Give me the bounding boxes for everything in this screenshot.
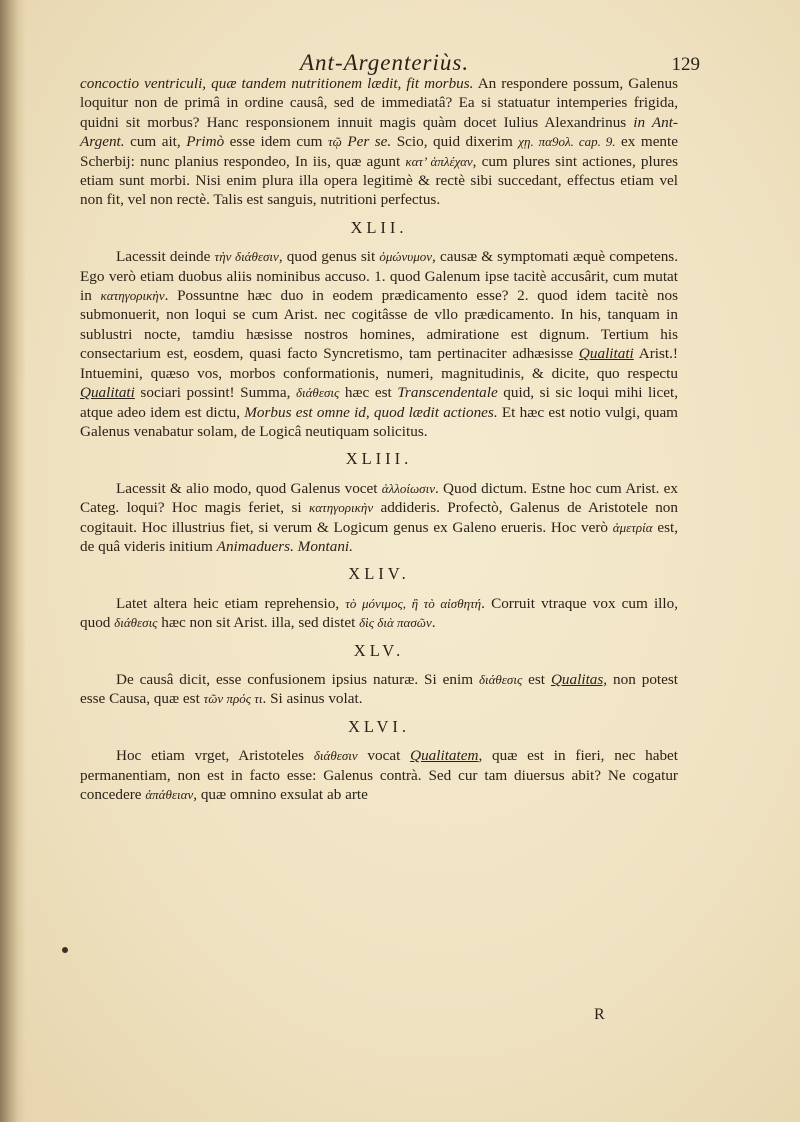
paragraph <box>80 594 678 633</box>
section-number: XLII. <box>350 217 408 237</box>
text-run: , causæ & symptomati æquè competens. Ego verò etiam duobus aliis nominibus accuso. 1. quod Galenum ipse tacitè accusârit, cum mutat in <box>80 248 679 305</box>
text-run: Animaduers. Montani. <box>216 537 353 555</box>
greek-term: τῷ <box>328 134 342 150</box>
paragraph <box>80 670 678 709</box>
greek-term: τὸ μόνιμος, ἢ τὸ αἰσθητή <box>345 595 482 611</box>
text-run: Arist.! Intuemini, quæso vos, morbos conformationis, numeri, magnitudinis, & dicite, quo respectu <box>80 345 678 382</box>
text-run: , quæ est in fieri, nec habet permanentiam, non est in facto esse: Galenus contrà. Sed cur tam diuersus abit? Ne cogatur concedere <box>80 747 679 803</box>
text-run: Hoc etiam vrget, Aristoteles <box>116 747 314 765</box>
text-run: Qualitati <box>578 345 634 363</box>
paragraph <box>80 479 678 557</box>
section-number: XLVI. <box>347 716 410 736</box>
text-run: Et hæc est notio vulgi, quam Galenus venabatur solam, de Logicâ neutiquam solicitus. <box>80 403 678 440</box>
section-number: XLIII. <box>345 449 413 469</box>
catchword: R <box>594 1006 605 1023</box>
greek-term: τῶν πρός τι <box>203 691 263 707</box>
greek-term: ἀλλοίωσιν <box>381 480 435 496</box>
text-run: addideris. Profectò, Galenus de Aristotele non cogitauit. Hoc illustrius fiet, si verum & Logicum genus ex Galeno erueris. Hoc verò <box>80 499 678 536</box>
greek-term: ὁμώνυμον <box>379 249 433 265</box>
text-run: cum ait, <box>124 133 187 151</box>
text-run: Lacessit deinde <box>116 248 215 266</box>
text-run: . Corruit vtraque vox cum illo, quod <box>80 594 679 632</box>
text-run: esse idem cum <box>224 133 328 151</box>
text-run: , quod genus sit <box>278 248 380 266</box>
text-run: sociari possint! Summa, <box>134 384 296 402</box>
text-run: hæc non sit Arist. illa, sed distet <box>157 614 360 632</box>
greek-term: ἀμετρία <box>612 519 653 535</box>
greek-term: κατηγορικὴν <box>308 500 374 516</box>
margin-dot <box>62 947 68 953</box>
text-run: Lacessit & alio modo, quod Galenus vocet <box>116 479 382 497</box>
text-run: est <box>522 670 551 688</box>
text-run: , quæ omnino exsulat ab arte <box>193 786 368 803</box>
text-run: vocat <box>357 747 411 765</box>
section-number: XLIV. <box>348 564 410 584</box>
text-run: Transcendentale <box>397 384 498 402</box>
greek-term: κατηγορικὴν <box>100 288 165 304</box>
greek-term: διάθεσιν <box>313 748 358 764</box>
greek-term: χῃ. πα9ολ. cap. 9. <box>518 134 616 150</box>
greek-term: ἀπάθειαν <box>145 787 194 802</box>
paragraph <box>80 247 678 441</box>
greek-term: κατ’ ἁπλέχαν <box>405 153 473 169</box>
text-run: , cum plures sint actiones, plures etiam sunt morbi. Nisi enim plura illa opera legitimè & rectè sibi succedant, effectus etiam vel non fit, vel non rectè. Talis est sanguis, nutritioni perfectus. <box>80 152 678 209</box>
body-text <box>80 74 678 804</box>
page-number: 129 <box>671 54 700 75</box>
section-number: XLV. <box>353 640 405 660</box>
text-run: ex mente Scherbij: nunc planius respondeo, In iis, quæ agunt <box>80 133 678 170</box>
greek-term: διάθεσις <box>114 615 158 631</box>
text-run: hæc est <box>339 384 398 402</box>
text-run: . Possuntne hæc duo in eodem prædicamento esse? 2. quod idem tacitè nos submonuerit, non loqui se cum Arist. nec cogitâsse de vllo prædicamento. In his, tanquam in sublustri nocte, tamdiu hæsisse nostros homines, admiratione est dignum. Tertium his consectarium est, eosdem, quasi facto Syncretismo, tam pertinaciter adhæsisse <box>80 287 678 363</box>
text-run: Per se. <box>341 133 392 151</box>
text-run: Qualitas, <box>550 670 608 688</box>
text-run: . Si asinus volat. <box>262 690 363 708</box>
text-run: Scio, quid dixerim <box>391 133 519 151</box>
page-gutter <box>0 0 26 1122</box>
text-run: quid, si sic loqui mihi licet, atque adeo idem est dictu, <box>80 384 678 421</box>
text-run: est, de quâ videris initium <box>80 518 678 555</box>
greek-term: δὶς διὰ πασῶν <box>359 615 432 631</box>
text-run: concoctio ventriculi, quæ tandem nutritionem lædit, fit morbus. <box>80 75 474 92</box>
greek-term: διάθεσις <box>478 671 523 687</box>
greek-term: διάθεσις <box>295 385 340 401</box>
text-run: Qualitatem <box>410 747 479 765</box>
text-run: . <box>431 614 436 632</box>
paragraph <box>80 746 678 804</box>
text-run: in Ant-Argent. <box>80 113 678 151</box>
text-run: Primò <box>186 133 225 151</box>
running-title: Ant-Argenteriùs. <box>300 50 470 75</box>
greek-term: τὴν διάθεσιν <box>214 249 279 265</box>
text-run: non potest esse Causa, quæ est <box>80 670 679 708</box>
text-run: Qualitati <box>80 384 135 402</box>
text-run: . Quod dictum. Estne hoc cum Arist. ex Categ. loqui? Hoc magis feriet, si <box>80 479 678 517</box>
paragraph <box>80 74 678 210</box>
text-run: Morbus est omne id, quod lædit actiones. <box>244 403 498 421</box>
text-run: De causâ dicit, esse confusionem ipsius naturæ. Si enim <box>116 670 479 688</box>
text-run: Latet altera heic etiam reprehensio, <box>116 594 346 612</box>
text-run: An respondere possum, Galenus loquitur non de primâ in ordine causâ, sed de immediatâ? Ea si statuatur intemperies frigida, quidni sit morbus? Hanc responsionem innuit magis quàm docet Iulius Alexandrinus <box>80 75 679 131</box>
